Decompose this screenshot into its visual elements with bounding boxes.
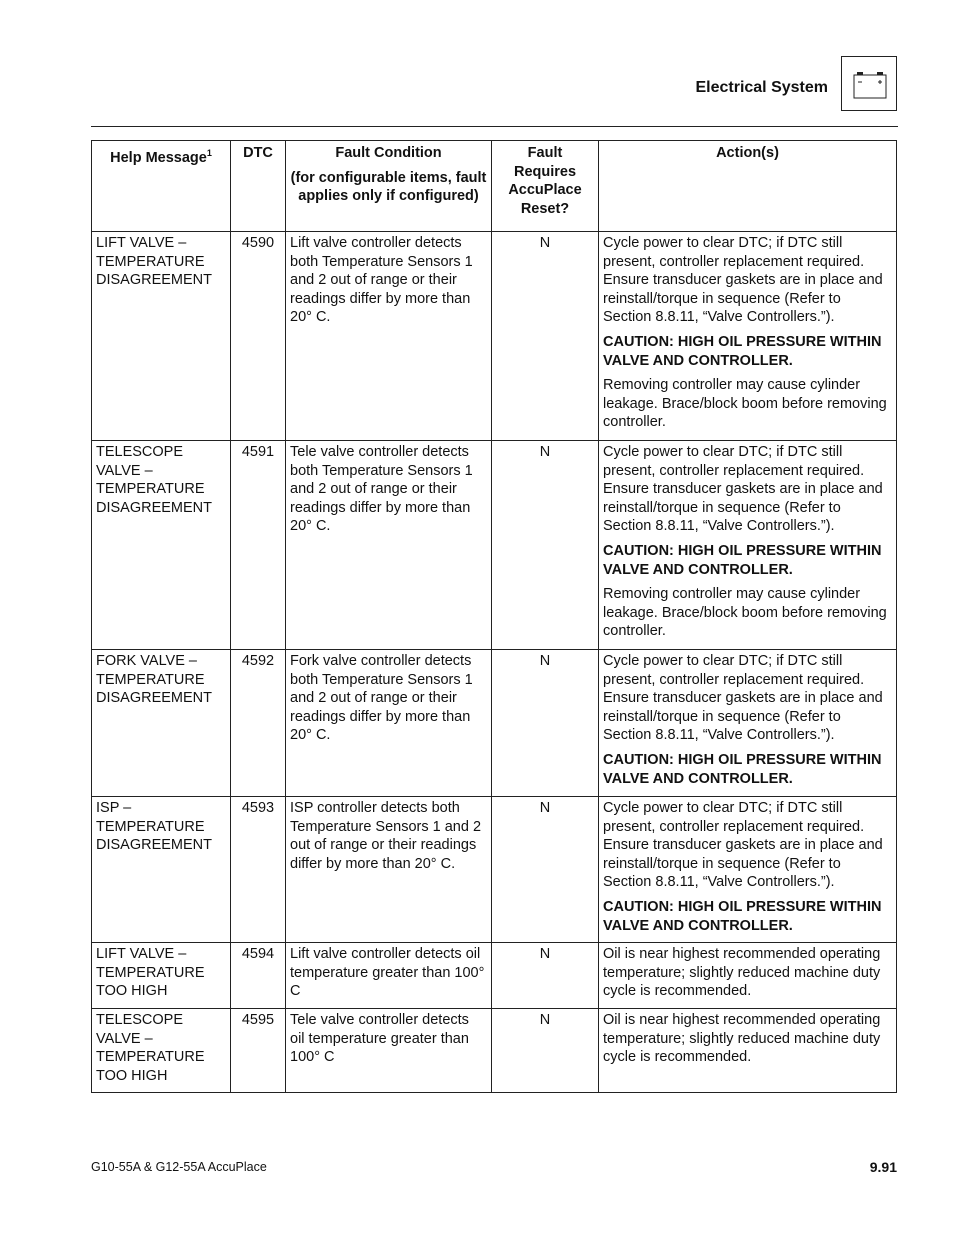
help-message-cell: LIFT VALVE – TEMPERATURE DISAGREEMENT <box>92 232 231 441</box>
reset-required-cell: N <box>492 797 599 943</box>
page-number: 9.91 <box>869 1159 897 1175</box>
actions-cell <box>599 232 897 441</box>
caution-text: CAUTION: HIGH OIL PRESSURE WITHIN VALVE AND CONTROLLER. <box>603 751 882 787</box>
help-message-cell: LIFT VALVE – TEMPERATURE TOO HIGH <box>92 943 231 1009</box>
help-message-cell: ISP – TEMPERATURE DISAGREEMENT <box>92 797 231 943</box>
action-note: Removing controller may cause cylinder leakage. Brace/block boom before removing controller. <box>603 377 887 431</box>
fault-condition-cell: Lift valve controller detects oil temperature greater than 100° C <box>286 943 492 1009</box>
table-row <box>92 797 897 943</box>
reset-required-cell: N <box>492 943 599 1009</box>
fault-condition-cell: Lift valve controller detects both Temperature Sensors 1 and 2 out of range or their readings differ by more than 20° C. <box>286 232 492 441</box>
caution-text: CAUTION: HIGH OIL PRESSURE WITHIN VALVE AND CONTROLLER. <box>603 542 882 578</box>
fault-condition-cell: ISP controller detects both Temperature Sensors 1 and 2 out of range or their readings differ by more than 20° C. <box>286 797 492 943</box>
table-row <box>92 1009 897 1093</box>
battery-icon <box>841 56 897 111</box>
reset-required-cell: N <box>492 1009 599 1093</box>
help-message-cell: FORK VALVE – TEMPERATURE DISAGREEMENT <box>92 650 231 797</box>
fault-condition-cell: Tele valve controller detects both Temperature Sensors 1 and 2 out of range or their readings differ by more than 20° C. <box>286 441 492 650</box>
fault-condition-cell: Fork valve controller detects both Temperature Sensors 1 and 2 out of range or their readings differ by more than 20° C. <box>286 650 492 797</box>
reset-required-cell: N <box>492 650 599 797</box>
action-text: Cycle power to clear DTC; if DTC still present, controller replacement required. Ensure transducer gaskets are in place and reinstall/torque in sequence (Refer to Section 8.8.11, “Valve Controllers.”). <box>603 653 883 744</box>
table-row <box>92 650 897 797</box>
action-text: Cycle power to clear DTC; if DTC still present, controller replacement required. Ensure transducer gaskets are in place and reinstall/torque in sequence (Refer to Section 8.8.11, “Valve Controllers.”). <box>603 800 883 891</box>
action-text: Oil is near highest recommended operating temperature; slightly reduced machine duty cycle is recommended. <box>603 946 881 1000</box>
column-header-dtc: DTC <box>231 141 286 232</box>
table-header-row <box>92 141 897 232</box>
table-row <box>92 943 897 1009</box>
action-text: Oil is near highest recommended operating temperature; slightly reduced machine duty cycle is recommended. <box>603 1012 881 1066</box>
fault-condition-note: (for configurable items, fault applies only if configured) <box>290 169 487 205</box>
table-row <box>92 232 897 441</box>
caution-text: CAUTION: HIGH OIL PRESSURE WITHIN VALVE AND CONTROLLER. <box>603 898 882 934</box>
page-section-title: Electrical System <box>695 79 828 96</box>
dtc-table <box>91 140 897 1093</box>
dtc-code-cell: 4594 <box>231 943 286 1009</box>
column-header-help-message: Help Message$^1$ <box>92 141 231 232</box>
reset-required-cell: N <box>492 441 599 650</box>
actions-cell <box>599 1009 897 1093</box>
actions-cell <box>599 650 897 797</box>
table-row <box>92 441 897 650</box>
fault-condition-cell: Tele valve controller detects oil temperature greater than 100° C <box>286 1009 492 1093</box>
action-text: Cycle power to clear DTC; if DTC still present, controller replacement required. Ensure transducer gaskets are in place and reinstall/torque in sequence (Refer to Section 8.8.11, “Valve Controllers.”). <box>603 235 883 326</box>
reset-required-cell: N <box>492 232 599 441</box>
help-message-cell: TELESCOPE VALVE – TEMPERATURE TOO HIGH <box>92 1009 231 1093</box>
dtc-code-cell: 4591 <box>231 441 286 650</box>
caution-text: CAUTION: HIGH OIL PRESSURE WITHIN VALVE AND CONTROLLER. <box>603 333 882 369</box>
actions-cell <box>599 441 897 650</box>
column-header-actions: Action(s) <box>599 141 897 232</box>
dtc-code-cell: 4590 <box>231 232 286 441</box>
actions-cell <box>599 797 897 943</box>
actions-cell <box>599 943 897 1009</box>
header-divider <box>91 126 898 127</box>
footer-model: G10-55A & G12-55A AccuPlace <box>91 1160 267 1174</box>
column-header-fault-condition: Fault Condition (for configurable items, fault applies only if configured) <box>286 141 492 232</box>
action-text: Cycle power to clear DTC; if DTC still present, controller replacement required. Ensure transducer gaskets are in place and reinstall/torque in sequence (Refer to Section 8.8.11, “Valve Controllers.”). <box>603 444 883 535</box>
help-message-cell: TELESCOPE VALVE – TEMPERATURE DISAGREEMENT <box>92 441 231 650</box>
dtc-code-cell: 4593 <box>231 797 286 943</box>
dtc-code-cell: 4592 <box>231 650 286 797</box>
dtc-code-cell: 4595 <box>231 1009 286 1093</box>
action-note: Removing controller may cause cylinder leakage. Brace/block boom before removing controller. <box>603 586 887 640</box>
column-header-fault-reset: Fault Requires AccuPlace Reset? <box>492 141 599 232</box>
